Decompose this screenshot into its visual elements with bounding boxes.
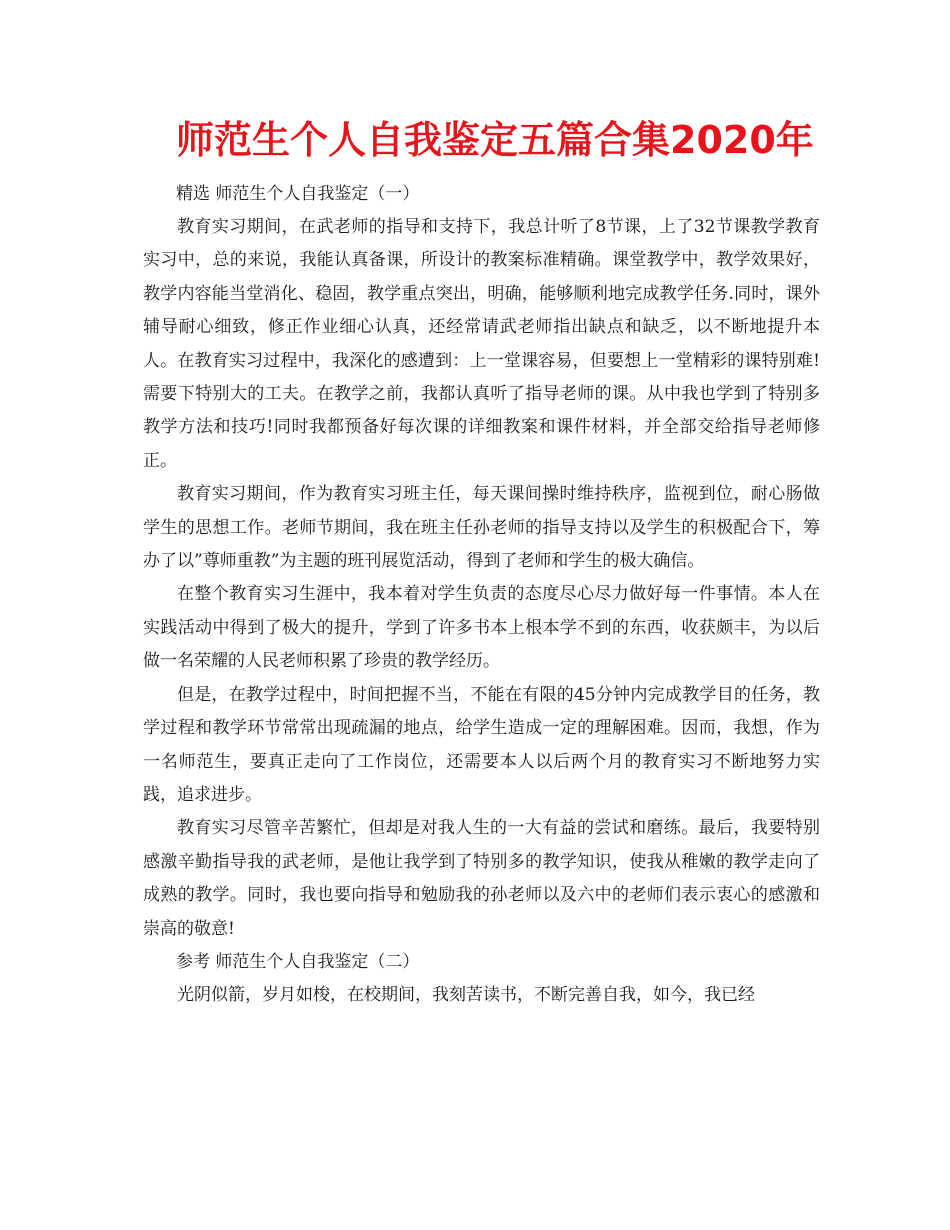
section-heading-2: 参考 师范生个人自我鉴定（二） xyxy=(176,951,420,972)
paragraph: 光阴似箭，岁月如梭，在校期间，我刻苦读书，不断完善自我，如今，我已经 xyxy=(177,984,755,1005)
paragraph: 教育实习尽管辛苦繁忙，但却是对我人生的一大有益的尝试和磨练。最后，我要特别感激辛勤指导我的武老师，是他让我学到了特别多的教学知识，使我从稚嫩的教学走向了成熟的教学。同时，我也要向指导和勉励我的孙老师以及六中的老师们表示衷心的感激和崇高的敬意! xyxy=(143,818,820,939)
paragraph: 教育实习期间，作为教育实习班主任，每天课间操时维持秩序，监视到位，耐心肠做学生的思想工作。老师节期间，我在班主任孙老师的指导支持以及学生的积极配合下，筹办了以”尊师重教”为主题的班刊展览活动，得到了老师和学生的极大确信。 xyxy=(143,484,820,572)
paragraph: 教育实习期间，在武老师的指导和支持下，我总计听了8节课，上了32节课教学教育实习中，总的来说，我能认真备课，所设计的教案标准精确。课堂教学中，教学效果好，教学内容能当堂消化、稳固，教学重点突出，明确，能够顺利地完成教学任务.同时，课外辅导耐心细致，修正作业细心认真，还经常请武老师指出缺点和缺乏，以不断地提升本人。在教育实习过程中，我深化的感遭到：上一堂课容易，但要想上一堂精彩的课特别难!需要下特别大的工夫。在教学之前，我都认真听了指导老师的课。从中我也学到了特别多教学方法和技巧!同时我都预备好每次课的详细教案和课件材料，并全部交给指导老师修正。 xyxy=(143,217,820,471)
section-heading-1: 精选 师范生个人自我鉴定（一） xyxy=(176,184,420,204)
paragraph: 但是，在教学过程中，时间把握不当，不能在有限的45分钟内完成教学目的任务，教学过程和教学环节常常出现疏漏的地点，给学生造成一定的理解困难。因而，我想，作为一名师范生，要真正走向了工作岗位，还需要本人以后两个月的教育实习不断地努力实践，追求进步。 xyxy=(143,684,820,805)
paragraph: 在整个教育实习生涯中，我本着对学生负责的态度尽心尽力做好每一件事情。本人在实践活动中得到了极大的提升，学到了许多书本上根本学不到的东西，收获颇丰，为以后做一名荣耀的人民老师积累了珍贵的教学经历。 xyxy=(143,584,820,672)
document-title: 师范生个人自我鉴定五篇合集2020年 xyxy=(176,118,814,162)
